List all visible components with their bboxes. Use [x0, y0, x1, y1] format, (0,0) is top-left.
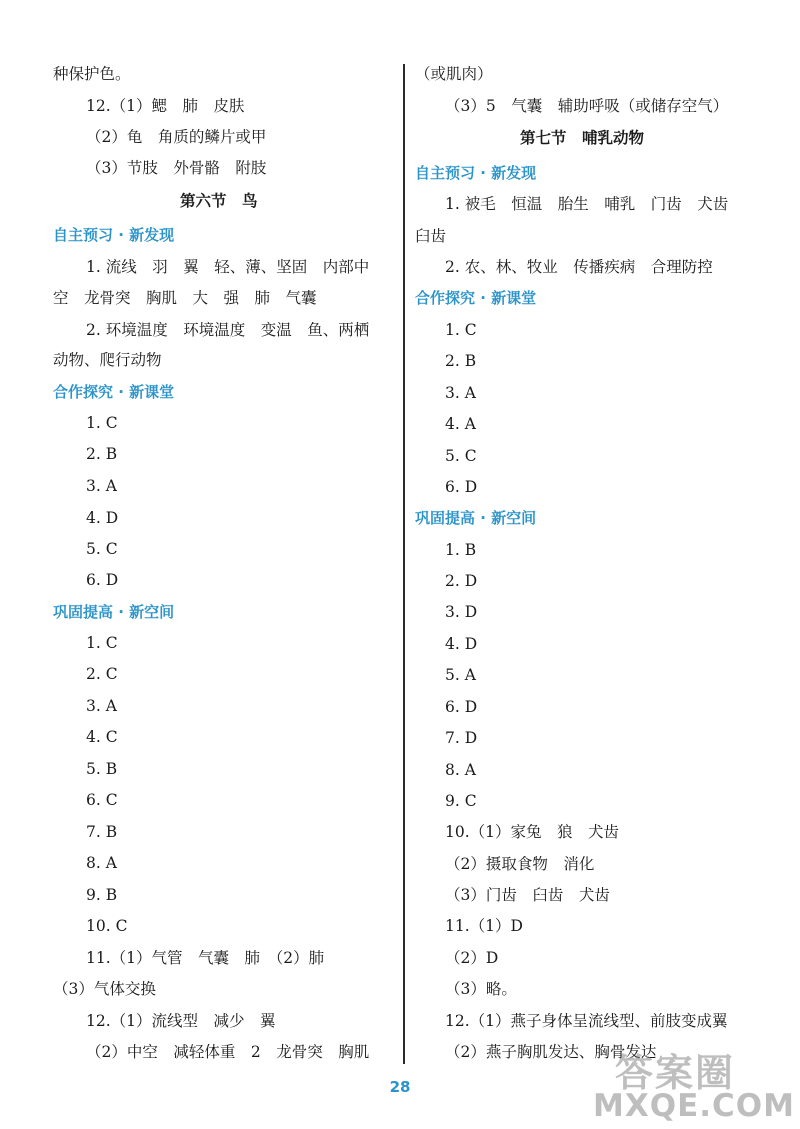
answer-line: （3）5 气囊 辅助呼吸（或储存空气） [445, 97, 729, 115]
answer-line: 1. 流线 羽 翼 轻、薄、坚固 内部中 [86, 258, 370, 276]
answer-line: 2. 环境温度 环境温度 变温 鱼、两栖 [86, 321, 370, 339]
answer-line: 6. D [445, 698, 478, 716]
answer-line: 10.（1）家兔 狼 犬齿 [445, 823, 620, 841]
answer-line: 6. D [445, 478, 478, 496]
answer-line: （2）D [445, 949, 499, 967]
section-label: 巩固提高 · 新空间 [53, 603, 175, 621]
answer-line: 4. C [86, 728, 118, 746]
watermark-top-text: 答案圈 [615, 1051, 736, 1095]
answer-line: 2. 农、林、牧业 传播疾病 合理防控 [445, 258, 713, 276]
answer-line: 2. B [445, 352, 477, 370]
answer-line: （2）燕子胸肌发达、胸骨发达 [445, 1043, 657, 1061]
answer-line: 1. C [86, 634, 118, 652]
answer-line: 5. A [445, 666, 476, 684]
watermark-logo [585, 1040, 795, 1125]
answer-line: 8. A [445, 761, 476, 779]
answer-line: 3. A [86, 697, 117, 715]
answer-line: 1. C [445, 321, 477, 339]
answer-line: 种保护色。 [53, 65, 131, 83]
answer-line: 11.（1）D [445, 917, 523, 935]
answer-line: 3. A [445, 384, 476, 402]
answer-line: 10. C [86, 917, 128, 935]
answer-line: 6. C [86, 791, 118, 809]
answer-line: （3）门齿 臼齿 犬齿 [445, 886, 610, 904]
answer-line: 1. 被毛 恒温 胎生 哺乳 门齿 犬齿 [445, 195, 729, 213]
answer-line: 5. C [445, 447, 477, 465]
answer-line: 4. D [445, 635, 478, 653]
answer-line: 12.（1）鳃 肺 皮肤 [86, 97, 245, 115]
answer-line: 2. B [86, 445, 118, 463]
answer-line: （2）摄取食物 消化 [445, 855, 595, 873]
answer-line: （或肌肉） [415, 65, 493, 83]
answer-line: 9. B [86, 886, 118, 904]
section-label: 合作探究 · 新课堂 [415, 289, 537, 307]
answer-line: （3）略。 [445, 980, 517, 998]
page-number: 28 [389, 1078, 411, 1096]
answer-line: （2）中空 减轻体重 2 龙骨突 胸肌 [86, 1043, 370, 1061]
answer-line: 12.（1）流线型 减少 翼 [86, 1012, 276, 1030]
answer-line: 5. B [86, 760, 118, 778]
answer-line: 1. C [86, 414, 118, 432]
answer-line: （2）龟 角质的鳞片或甲 [86, 128, 267, 146]
answer-line: （3）节肢 外骨骼 附肢 [86, 159, 267, 177]
answer-line: 2. C [86, 665, 118, 683]
answer-line: 7. D [445, 729, 478, 747]
answer-line: 3. D [445, 603, 478, 621]
answer-line: 2. D [445, 572, 478, 590]
section-title: 第七节 哺乳动物 [520, 128, 645, 147]
section-label: 自主预习 · 新发现 [415, 164, 537, 182]
section-label: 自主预习 · 新发现 [53, 226, 175, 244]
answer-line: 1. B [445, 541, 477, 559]
answer-line: 动物、爬行动物 [53, 351, 162, 369]
section-title: 第六节 鸟 [180, 191, 258, 210]
answer-line: （3）气体交换 [53, 980, 156, 998]
answer-line: 4. D [86, 509, 119, 527]
answer-line: 臼齿 [415, 227, 447, 245]
column-divider [403, 64, 405, 1064]
answer-line: 9. C [445, 792, 477, 810]
answer-line: 6. D [86, 571, 119, 589]
answer-line: 4. A [445, 415, 476, 433]
answer-line: 7. B [86, 823, 118, 841]
section-label: 巩固提高 · 新空间 [415, 509, 537, 527]
answer-line: 8. A [86, 854, 117, 872]
answer-line: 3. A [86, 477, 117, 495]
answer-line: 5. C [86, 540, 118, 558]
answer-line: 空 龙骨突 胸肌 大 强 肺 气囊 [53, 289, 317, 307]
answer-line: 12.（1）燕子身体呈流线型、前肢变成翼 [445, 1012, 728, 1030]
answer-line: 11.（1）气管 气囊 肺 （2）肺 [86, 949, 325, 967]
watermark-bottom-text: MXQE.COM [593, 1088, 796, 1124]
section-label: 合作探究 · 新课堂 [53, 383, 175, 401]
